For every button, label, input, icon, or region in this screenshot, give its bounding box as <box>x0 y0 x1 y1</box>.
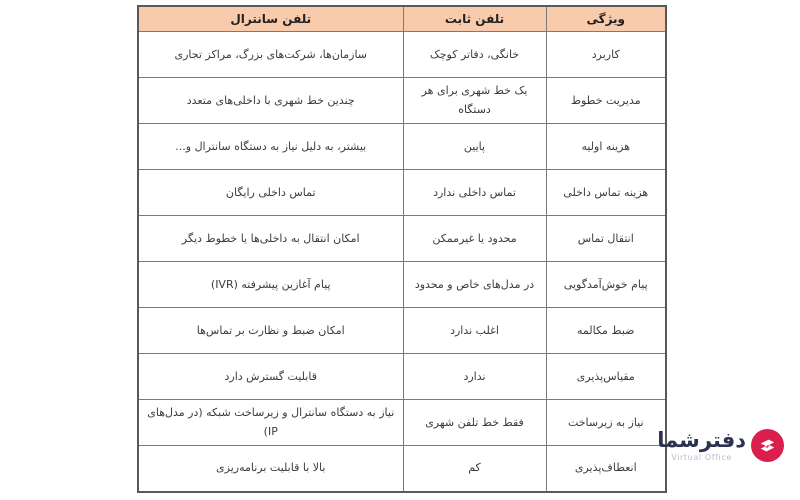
fixed-phone-cell: خانگی، دفاتر کوچک <box>403 32 546 78</box>
brand-name: دفترشما <box>657 428 746 452</box>
feature-cell: مقیاس‌پذیری <box>546 354 666 400</box>
pbx-phone-cell: چندین خط شهری با داخلی‌های متعدد <box>138 78 403 124</box>
fixed-phone-cell: تماس داخلی ندارد <box>403 170 546 216</box>
pbx-phone-cell: پیام آغازین پیشرفته (IVR) <box>138 262 403 308</box>
pbx-phone-cell: نیاز به دستگاه سانترال و زیرساخت شبکه (در مدل‌های IP) <box>138 400 403 446</box>
feature-cell: انتقال تماس <box>546 216 666 262</box>
table-header-row <box>138 6 666 32</box>
fixed-phone-cell: اغلب ندارد <box>403 308 546 354</box>
table-row <box>138 446 666 492</box>
feature-cell: هزینه تماس داخلی <box>546 170 666 216</box>
header-pbx-phone: تلفن سانترال <box>138 6 403 32</box>
pbx-phone-cell: تماس داخلی رایگان <box>138 170 403 216</box>
table-row <box>138 308 666 354</box>
table-row <box>138 354 666 400</box>
brand-text-block <box>657 429 746 462</box>
daftarshoma-logo-icon <box>751 429 784 462</box>
pbx-phone-cell: امکان انتقال به داخلی‌ها یا خطوط دیگر <box>138 216 403 262</box>
pbx-phone-cell: بالا با قابلیت برنامه‌ریزی <box>138 446 403 492</box>
pbx-phone-cell: بیشتر، به دلیل نیاز به دستگاه سانترال و... <box>138 124 403 170</box>
feature-cell: انعطاف‌پذیری <box>546 446 666 492</box>
brand-logo <box>657 429 784 462</box>
pbx-phone-cell: قابلیت گسترش دارد <box>138 354 403 400</box>
table-row <box>138 170 666 216</box>
table-row <box>138 32 666 78</box>
feature-cell: مدیریت خطوط <box>546 78 666 124</box>
brand-tagline: Virtual Office <box>671 453 732 463</box>
fixed-phone-cell: فقط خط تلفن شهری <box>403 400 546 446</box>
table-row <box>138 400 666 446</box>
fixed-phone-cell: در مدل‌های خاص و محدود <box>403 262 546 308</box>
fixed-phone-cell: یک خط شهری برای هر دستگاه <box>403 78 546 124</box>
fixed-phone-cell: ندارد <box>403 354 546 400</box>
comparison-table <box>137 5 667 493</box>
table-row <box>138 216 666 262</box>
feature-cell: کاربرد <box>546 32 666 78</box>
feature-cell: نیاز به زیرساخت <box>546 400 666 446</box>
header-feature: ویژگی <box>546 6 666 32</box>
header-fixed-phone: تلفن ثابت <box>403 6 546 32</box>
pbx-phone-cell: سازمان‌ها، شرکت‌های بزرگ، مراکز تجاری <box>138 32 403 78</box>
table-row <box>138 124 666 170</box>
table-row <box>138 78 666 124</box>
comparison-table-body <box>138 32 666 492</box>
feature-cell: پیام خوش‌آمدگویی <box>546 262 666 308</box>
fixed-phone-cell: پایین <box>403 124 546 170</box>
feature-cell: هزینه اولیه <box>546 124 666 170</box>
feature-cell: ضبط مکالمه <box>546 308 666 354</box>
pbx-phone-cell: امکان ضبط و نظارت بر تماس‌ها <box>138 308 403 354</box>
fixed-phone-cell: کم <box>403 446 546 492</box>
table-row <box>138 262 666 308</box>
fixed-phone-cell: محدود یا غیرممکن <box>403 216 546 262</box>
